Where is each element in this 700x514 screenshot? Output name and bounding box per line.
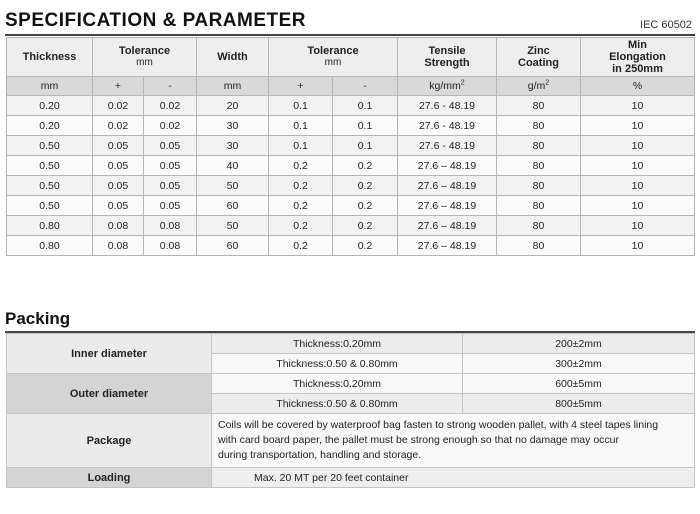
cell-min-elongation: 10 [581,136,695,156]
cell-width: 60 [197,196,269,216]
header-elong-line1: Min [628,39,647,51]
cell-tol-plus: 0.05 [93,196,144,216]
spec-row [7,216,695,236]
header-tolerance-unit: mm [136,57,153,68]
outer-diameter-value: 600±5mm [463,374,695,394]
header-zinc-line1: Zinc [527,45,550,57]
header-tensile-line1: Tensile [428,45,466,57]
header-min-elongation [581,38,695,77]
spec-row [7,156,695,176]
unit-tensile-exponent: 2 [460,79,465,87]
loading-row [7,468,695,488]
cell-width: 50 [197,176,269,196]
cell-width: 20 [197,96,269,116]
spec-row [7,196,695,216]
package-row [7,414,695,468]
packing-table [6,333,695,488]
cell-thickness: 0.50 [7,196,93,216]
cell-width-tol-plus: 0.1 [269,96,333,116]
cell-width-tol-minus: 0.2 [333,156,398,176]
packing-title: Packing [5,309,71,328]
header-tolerance-label: Tolerance [307,45,359,57]
standard-reference: IEC 60502 [640,19,692,31]
outer-diameter-condition: Thickness:0.20mm [212,374,463,394]
cell-thickness: 0.50 [7,136,93,156]
cell-width-tol-plus: 0.2 [269,216,333,236]
cell-zinc-coating: 80 [497,236,581,256]
header-thickness: Thickness [7,38,93,77]
cell-tol-minus: 0.05 [144,136,197,156]
inner-diameter-value: 300±2mm [463,354,695,374]
spec-row [7,96,695,116]
cell-min-elongation: 10 [581,216,695,236]
cell-tol-minus: 0.05 [144,176,197,196]
inner-diameter-value: 200±2mm [463,334,695,354]
header-zinc-line2: Coating [518,57,559,69]
cell-width-tol-minus: 0.2 [333,236,398,256]
cell-tensile-strength: 27.6 – 48.19 [398,236,497,256]
cell-tol-minus: 0.08 [144,216,197,236]
header-tolerance-thickness [93,38,197,77]
cell-tol-plus: 0.05 [93,156,144,176]
cell-min-elongation: 10 [581,196,695,216]
cell-width: 50 [197,216,269,236]
cell-min-elongation: 10 [581,116,695,136]
cell-tol-plus: 0.05 [93,136,144,156]
outer-diameter-value: 800±5mm [463,394,695,414]
cell-tol-minus: 0.08 [144,236,197,256]
cell-tol-plus: 0.08 [93,236,144,256]
cell-thickness: 0.20 [7,96,93,116]
loading-value: Max. 20 MT per 20 feet container [212,468,695,488]
spec-table-body [7,96,695,256]
header-tensile-line2: Strength [424,57,470,69]
loading-label: Loading [7,468,212,488]
unit-zinc-base: g/m [527,80,546,92]
page-title: SPECIFICATION & PARAMETER [5,10,307,31]
outer-diameter-row [7,374,695,394]
cell-min-elongation: 10 [581,96,695,116]
unit-thickness: mm [7,77,93,96]
spec-unit-row [7,77,695,96]
inner-diameter-condition: Thickness:0.50 & 0.80mm [212,354,463,374]
cell-zinc-coating: 80 [497,156,581,176]
cell-tol-minus: 0.02 [144,116,197,136]
cell-width: 30 [197,136,269,156]
unit-zinc-exponent: 2 [545,79,550,87]
cell-min-elongation: 10 [581,176,695,196]
package-line: Coils will be covered by waterproof bag fasten to strong wooden pallet, with 4 steel tapes lining [218,419,659,431]
cell-thickness: 0.20 [7,116,93,136]
cell-width-tol-minus: 0.2 [333,216,398,236]
cell-width-tol-minus: 0.1 [333,136,398,156]
cell-thickness: 0.80 [7,216,93,236]
cell-min-elongation: 10 [581,156,695,176]
package-label: Package [7,414,212,468]
header-tolerance-unit: mm [324,57,342,68]
outer-diameter-label: Outer diameter [7,374,212,414]
cell-tol-plus: 0.02 [93,96,144,116]
cell-width-tol-plus: 0.2 [269,176,333,196]
cell-width-tol-minus: 0.2 [333,176,398,196]
outer-diameter-condition: Thickness:0.50 & 0.80mm [212,394,463,414]
spec-row [7,136,695,156]
header-elong-line3: in 250mm [612,63,663,75]
cell-thickness: 0.50 [7,156,93,176]
cell-width-tol-minus: 0.2 [333,196,398,216]
inner-diameter-row [7,334,695,354]
cell-width-tol-plus: 0.1 [269,116,333,136]
spec-row [7,116,695,136]
header-width: Width [197,38,269,77]
cell-zinc-coating: 80 [497,96,581,116]
unit-minus: - [333,77,398,96]
unit-tensile-base: kg/mm [429,80,461,92]
header-tolerance-label: Tolerance [118,45,171,57]
cell-width-tol-plus: 0.2 [269,156,333,176]
unit-elongation: % [581,77,695,96]
package-line: during transportation, handling and storage. [218,449,422,461]
cell-tol-plus: 0.05 [93,176,144,196]
unit-zinc [497,77,581,96]
cell-width-tol-minus: 0.1 [333,116,398,136]
cell-width-tol-plus: 0.2 [269,236,333,256]
spec-header-row [7,38,695,77]
inner-diameter-label: Inner diameter [7,334,212,374]
package-line: with card board paper, the pallet must be strong enough so that no damage may occur [218,434,619,446]
unit-plus: + [93,77,144,96]
cell-tensile-strength: 27.6 - 48.19 [398,136,497,156]
cell-tensile-strength: 27.6 - 48.19 [398,96,497,116]
cell-zinc-coating: 80 [497,136,581,156]
cell-tensile-strength: 27.6 – 48.19 [398,156,497,176]
header-tensile-strength [398,38,497,77]
unit-tensile [398,77,497,96]
spec-row [7,236,695,256]
cell-width: 60 [197,236,269,256]
header-elong-line2: Elongation [609,51,666,63]
unit-width: mm [197,77,269,96]
cell-width-tol-plus: 0.1 [269,136,333,156]
cell-width: 30 [197,116,269,136]
inner-diameter-condition: Thickness:0.20mm [212,334,463,354]
cell-tensile-strength: 27.6 – 48.19 [398,196,497,216]
cell-width-tol-minus: 0.1 [333,96,398,116]
package-description [212,414,695,468]
cell-thickness: 0.80 [7,236,93,256]
specification-table [6,37,695,256]
header-tolerance-width [269,38,398,77]
cell-min-elongation: 10 [581,236,695,256]
cell-zinc-coating: 80 [497,176,581,196]
cell-width-tol-plus: 0.2 [269,196,333,216]
cell-zinc-coating: 80 [497,196,581,216]
cell-width: 40 [197,156,269,176]
cell-tol-plus: 0.08 [93,216,144,236]
cell-tol-minus: 0.05 [144,196,197,216]
unit-minus: - [144,77,197,96]
title-divider [5,34,695,36]
unit-plus: + [269,77,333,96]
cell-tol-minus: 0.05 [144,156,197,176]
cell-tol-minus: 0.02 [144,96,197,116]
cell-thickness: 0.50 [7,176,93,196]
cell-zinc-coating: 80 [497,116,581,136]
cell-tensile-strength: 27.6 – 48.19 [398,176,497,196]
cell-tol-plus: 0.02 [93,116,144,136]
spec-row [7,176,695,196]
cell-tensile-strength: 27.6 – 48.19 [398,216,497,236]
cell-tensile-strength: 27.6 - 48.19 [398,116,497,136]
cell-zinc-coating: 80 [497,216,581,236]
header-zinc-coating [497,38,581,77]
